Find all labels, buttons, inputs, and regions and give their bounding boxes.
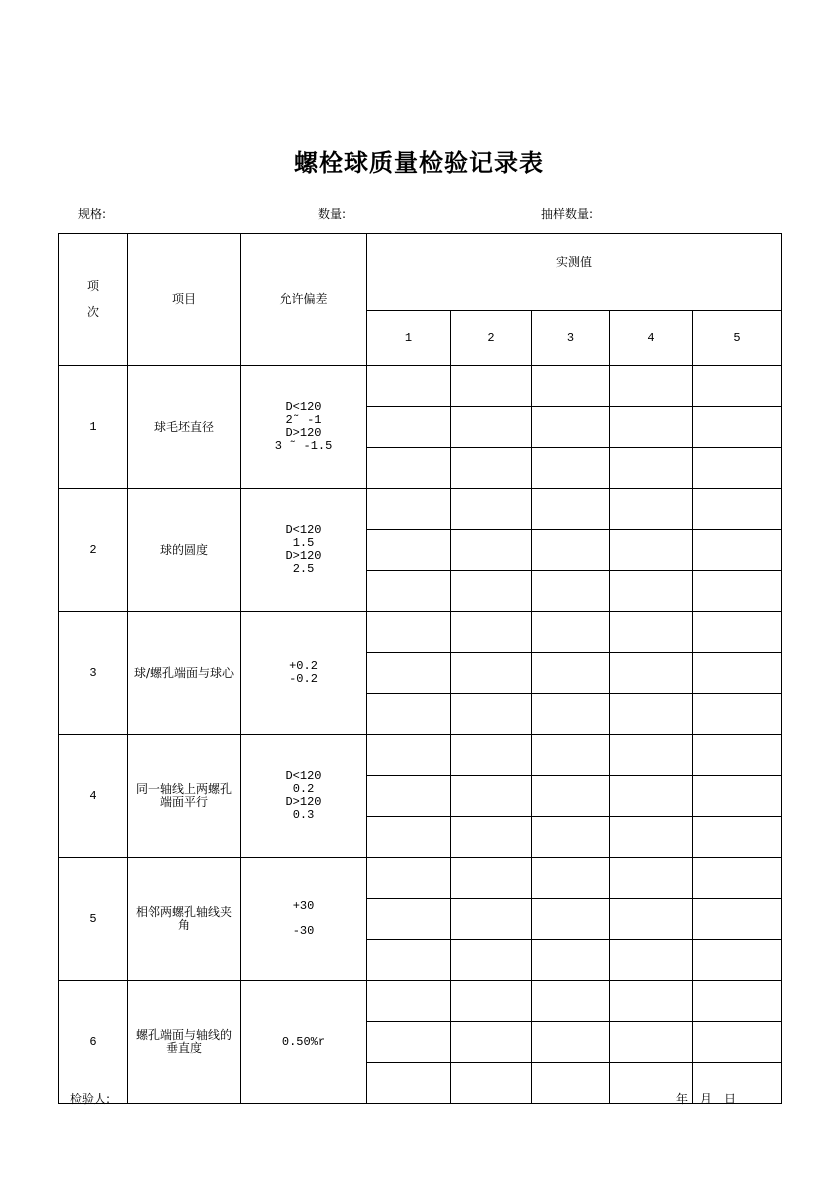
measured-value-cell-1[interactable] xyxy=(367,489,451,530)
tolerance-line: 0.3 xyxy=(292,808,315,822)
measured-value-cell-3[interactable] xyxy=(532,1022,610,1063)
measured-value-cell-3[interactable] xyxy=(532,981,610,1022)
item-name: 相邻两螺孔轴线夹角 xyxy=(128,858,241,981)
measured-value-cell-2[interactable] xyxy=(451,858,532,899)
measured-value-cell-3[interactable] xyxy=(532,653,610,694)
measured-value-cell-2[interactable] xyxy=(451,817,532,858)
header-item: 项目 xyxy=(128,234,241,366)
measured-value-cell-5[interactable] xyxy=(693,489,782,530)
header-item-no-line2: 次 xyxy=(86,305,99,319)
tolerance xyxy=(241,366,367,489)
measured-value-cell-5[interactable] xyxy=(693,571,782,612)
measured-value-cell-1[interactable] xyxy=(367,571,451,612)
tolerance-line: D<120 xyxy=(285,769,322,783)
measured-value-cell-1[interactable] xyxy=(367,694,451,735)
measured-value-cell-5[interactable] xyxy=(693,735,782,776)
measured-value-cell-3[interactable] xyxy=(532,735,610,776)
measured-value-cell-3[interactable] xyxy=(532,694,610,735)
tolerance-line: D>120 xyxy=(285,549,322,563)
measured-value-cell-3[interactable] xyxy=(532,571,610,612)
measured-value-cell-2[interactable] xyxy=(451,735,532,776)
item-name: 球毛坯直径 xyxy=(128,366,241,489)
measured-value-cell-3[interactable] xyxy=(532,776,610,817)
measured-value-cell-3[interactable] xyxy=(532,612,610,653)
measured-value-cell-1[interactable] xyxy=(367,940,451,981)
tolerance-line: D<120 xyxy=(285,400,322,414)
measured-value-cell-2[interactable] xyxy=(451,448,532,489)
measured-value-cell-4[interactable] xyxy=(610,530,693,571)
measured-value-cell-5[interactable] xyxy=(693,366,782,407)
measured-value-cell-4[interactable] xyxy=(610,776,693,817)
measured-value-cell-5[interactable] xyxy=(693,407,782,448)
header-measure-3: 3 xyxy=(532,311,610,366)
tolerance-line: D>120 xyxy=(285,426,322,440)
tolerance-line: -30 xyxy=(292,924,315,938)
item-no: 3 xyxy=(59,612,128,735)
measured-value-cell-1[interactable] xyxy=(367,1063,451,1104)
measured-value-cell-2[interactable] xyxy=(451,940,532,981)
measured-value-cell-3[interactable] xyxy=(532,858,610,899)
measured-value-cell-5[interactable] xyxy=(693,653,782,694)
measured-value-cell-4[interactable] xyxy=(610,571,693,612)
measured-value-cell-4[interactable] xyxy=(610,735,693,776)
measured-value-cell-2[interactable] xyxy=(451,776,532,817)
measured-value-cell-5[interactable] xyxy=(693,776,782,817)
measured-value-cell-1[interactable] xyxy=(367,653,451,694)
measured-value-cell-4[interactable] xyxy=(610,694,693,735)
measured-value-cell-2[interactable] xyxy=(451,489,532,530)
measured-value-cell-3[interactable] xyxy=(532,1063,610,1104)
measured-value-cell-2[interactable] xyxy=(451,694,532,735)
table-row xyxy=(59,612,782,653)
tolerance-line: 3 ˜ -1.5 xyxy=(274,439,333,453)
measured-value-cell-1[interactable] xyxy=(367,817,451,858)
measured-value-cell-3[interactable] xyxy=(532,366,610,407)
measured-value-cell-3[interactable] xyxy=(532,530,610,571)
header-tolerance: 允许偏差 xyxy=(241,234,367,366)
measured-value-cell-5[interactable] xyxy=(693,981,782,1022)
measured-value-cell-4[interactable] xyxy=(610,407,693,448)
measured-value-cell-2[interactable] xyxy=(451,899,532,940)
measured-value-cell-4[interactable] xyxy=(610,489,693,530)
measured-value-cell-2[interactable] xyxy=(451,612,532,653)
measured-value-cell-3[interactable] xyxy=(532,489,610,530)
measured-value-cell-3[interactable] xyxy=(532,899,610,940)
tolerance-line: -0.2 xyxy=(289,672,318,686)
measured-value-cell-4[interactable] xyxy=(610,366,693,407)
header-measured: 实测值 xyxy=(367,234,782,311)
measured-value-cell-1[interactable] xyxy=(367,776,451,817)
measured-value-cell-2[interactable] xyxy=(451,571,532,612)
measured-value-cell-1[interactable] xyxy=(367,530,451,571)
measured-value-cell-4[interactable] xyxy=(610,981,693,1022)
measured-value-cell-1[interactable] xyxy=(367,858,451,899)
tolerance-line: 0.2 xyxy=(292,782,315,796)
measured-value-cell-2[interactable] xyxy=(451,1022,532,1063)
item-no: 6 xyxy=(59,981,128,1104)
measured-value-cell-2[interactable] xyxy=(451,981,532,1022)
measured-value-cell-3[interactable] xyxy=(532,448,610,489)
measured-value-cell-5[interactable] xyxy=(693,1022,782,1063)
measured-value-cell-1[interactable] xyxy=(367,899,451,940)
page-title: 螺栓球质量检验记录表 xyxy=(294,148,544,177)
tolerance-line: D<120 xyxy=(285,523,322,537)
tolerance xyxy=(241,858,367,981)
measured-value-cell-3[interactable] xyxy=(532,407,610,448)
header-measure-2: 2 xyxy=(451,311,532,366)
date-label: 年 月 日 xyxy=(676,1092,737,1106)
measured-value-cell-5[interactable] xyxy=(693,612,782,653)
header-measure-4: 4 xyxy=(610,311,693,366)
tolerance-line: 0.50%r xyxy=(281,1034,326,1049)
measured-value-cell-4[interactable] xyxy=(610,448,693,489)
measured-value-cell-1[interactable] xyxy=(367,448,451,489)
tolerance xyxy=(241,981,367,1104)
measured-value-cell-5[interactable] xyxy=(693,694,782,735)
measured-value-cell-1[interactable] xyxy=(367,366,451,407)
measured-value-cell-2[interactable] xyxy=(451,653,532,694)
tolerance xyxy=(241,612,367,735)
table-row xyxy=(59,858,782,899)
tolerance-line: +30 xyxy=(292,899,315,913)
measured-value-cell-1[interactable] xyxy=(367,981,451,1022)
item-name: 球/螺孔端面与球心 xyxy=(128,612,241,735)
measured-value-cell-2[interactable] xyxy=(451,1063,532,1104)
item-no: 4 xyxy=(59,735,128,858)
measured-value-cell-5[interactable] xyxy=(693,858,782,899)
tolerance-line: D>120 xyxy=(285,795,322,809)
item-name: 同一轴线上两螺孔端面平行 xyxy=(128,735,241,858)
measured-value-cell-4[interactable] xyxy=(610,612,693,653)
measured-value-cell-2[interactable] xyxy=(451,530,532,571)
tolerance-line: +0.2 xyxy=(289,659,318,673)
measured-value-cell-5[interactable] xyxy=(693,817,782,858)
measured-value-cell-1[interactable] xyxy=(367,1022,451,1063)
tolerance xyxy=(241,735,367,858)
header-measure-5: 5 xyxy=(693,311,782,366)
table-row xyxy=(59,366,782,407)
measured-value-cell-5[interactable] xyxy=(693,899,782,940)
inspection-table xyxy=(58,233,782,1104)
measured-value-cell-3[interactable] xyxy=(532,817,610,858)
table-row xyxy=(59,981,782,1022)
measured-value-cell-4[interactable] xyxy=(610,940,693,981)
table-row xyxy=(59,735,782,776)
measured-value-cell-4[interactable] xyxy=(610,899,693,940)
header-measure-1: 1 xyxy=(367,311,451,366)
tolerance-line: 1.5 xyxy=(292,536,315,550)
item-no: 2 xyxy=(59,489,128,612)
measured-value-cell-1[interactable] xyxy=(367,407,451,448)
item-name: 螺孔端面与轴线的垂直度 xyxy=(128,981,241,1104)
measured-value-cell-3[interactable] xyxy=(532,940,610,981)
item-no: 1 xyxy=(59,366,128,489)
header-item-no-line1: 项 xyxy=(86,279,99,293)
measured-value-cell-4[interactable] xyxy=(610,1022,693,1063)
measured-value-cell-5[interactable] xyxy=(693,530,782,571)
measured-value-cell-5[interactable] xyxy=(693,940,782,981)
sample-quantity-label: 抽样数量: xyxy=(541,207,594,221)
measured-value-cell-5[interactable] xyxy=(693,448,782,489)
measured-value-cell-4[interactable] xyxy=(610,653,693,694)
measured-value-cell-1[interactable] xyxy=(367,612,451,653)
item-name: 球的圆度 xyxy=(128,489,241,612)
item-no: 5 xyxy=(59,858,128,981)
measured-value-cell-2[interactable] xyxy=(451,366,532,407)
tolerance-line: 2˜ -1 xyxy=(285,413,322,427)
tolerance-line: 2.5 xyxy=(292,562,315,576)
inspector-label: 检验人: xyxy=(70,1092,111,1106)
measured-value-cell-4[interactable] xyxy=(610,817,693,858)
header-item-no xyxy=(59,234,128,366)
table-row xyxy=(59,489,782,530)
measured-value-cell-1[interactable] xyxy=(367,735,451,776)
measured-value-cell-2[interactable] xyxy=(451,407,532,448)
spec-label: 规格: xyxy=(78,207,107,221)
tolerance xyxy=(241,489,367,612)
quantity-label: 数量: xyxy=(318,207,347,221)
measured-value-cell-4[interactable] xyxy=(610,858,693,899)
